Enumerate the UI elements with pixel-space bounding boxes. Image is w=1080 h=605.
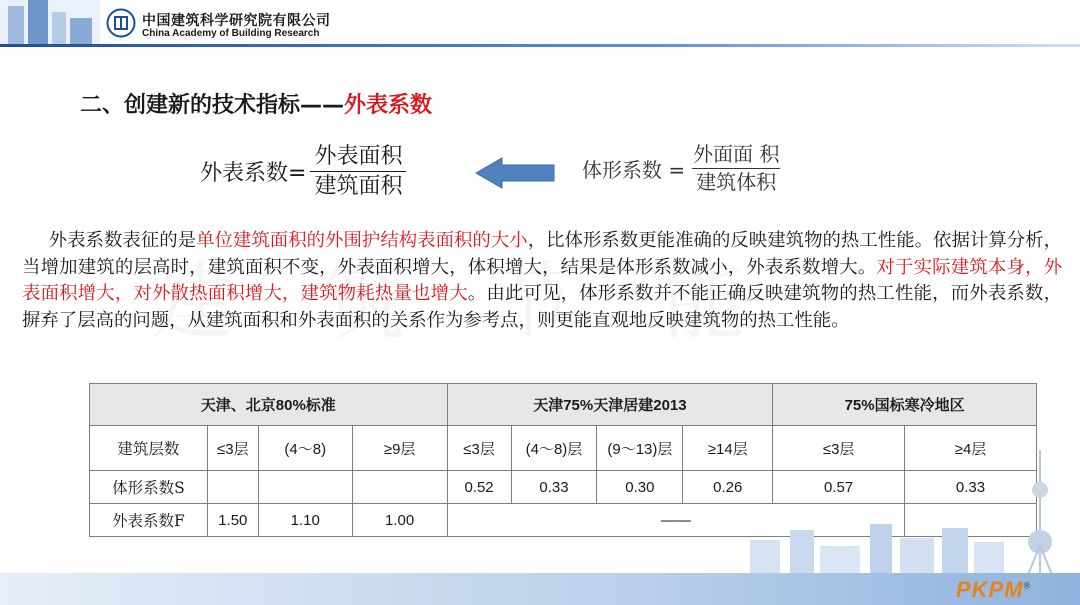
table-cell: (4～8)层 [511,426,597,471]
formula-shape-numerator: 外面面 积 [693,142,780,166]
table-cell: 0.26 [683,471,773,504]
para-sentence-3: 。由此可见，体形系数并不能正确反映建筑物的热工性能，而外表系数，摒弃了层高的问题，从建筑面积和外表面积的关系作为参考点，则更能直观地反映建筑物的热工性能。 [22,283,1062,331]
formula-shape-fraction [689,143,783,194]
formula-shape-label: 体形系数 = [582,158,686,182]
formula-outer-label: 外表系数= [200,161,307,187]
table-group-header: 75%国标寒冷地区 [773,384,1037,426]
table-cell [352,471,447,504]
table-cell-dash: —— [447,504,904,537]
table-group-header-row [90,384,1037,426]
table-cell: 0.30 [597,471,683,504]
title-accent: 外表系数 [344,93,433,118]
table-cell: 0.57 [773,471,905,504]
pkpm-logo [956,577,1031,603]
cabr-logo-icon [106,8,136,38]
table-row-label: 建筑层数 [90,426,208,471]
header-bar [0,0,1080,46]
formula-outer-numerator: 外表面积 [314,144,403,169]
table-cell: ≤3层 [773,426,905,471]
coefficient-table [89,383,1037,537]
skyline-header-graphic [0,0,100,44]
table-cell: (9～13)层 [597,426,683,471]
org-name-en: China Academy of Building Research [142,28,320,39]
para-sentence-1: 外表系数表征的是 [48,230,197,251]
para-highlight-2: 对于实际建筑本身，外表面积增大，对外散热面积增大，建筑物耗热量也增大 [22,256,1062,304]
table-row-label: 体形系数S [90,471,208,504]
table-cell [207,471,258,504]
table-cell: 0.52 [447,471,511,504]
table-row-label: 外表系数F [90,504,208,537]
city-skyline-graphic [600,520,1070,575]
table-group-header: 天津、北京80%标准 [90,384,448,426]
tv-tower-graphic [1010,450,1070,575]
pkpm-registered-mark: ® [1023,580,1032,591]
table-cell: 0.33 [511,471,597,504]
para-highlight-1: 单位建筑面积的外围护结构表面积的大小 [196,230,528,251]
table-cell: 1.00 [352,504,447,537]
table-cell: ≤3层 [207,426,258,471]
left-arrow-icon [474,156,556,190]
footer-band [0,573,1080,605]
formula-shape-denominator: 建筑体积 [692,168,780,194]
slide-title [80,88,432,119]
formula-outer-denominator: 建筑面积 [310,171,406,199]
pkpm-logo-text: PKPM [956,577,1024,602]
table-shape-row [90,471,1037,504]
table-cell: 1.50 [207,504,258,537]
table-floors-row [90,426,1037,471]
table-cell: ≥14层 [683,426,773,471]
table-cell: 0.33 [905,471,1037,504]
formula-shape-coefficient [582,143,783,194]
formula-outer-coefficient [200,144,406,200]
table-cell: 1.10 [258,504,352,537]
table-cell [258,471,352,504]
body-paragraph [22,228,1062,334]
table-cell: (4～8) [258,426,352,471]
table-cell: ≥9层 [352,426,447,471]
para-sentence-2: ，比体形系数更能准确的反映建筑物的热工性能。依据计算分析，当增加建筑的层高时，建筑面积不变，外表面积增大，体积增大，结果是体形系数减小，外表系数增大。 [22,230,1062,278]
table-cell: ≥4层 [905,426,1037,471]
formula-outer-fraction [310,144,406,200]
title-prefix: 二、创建新的技术指标—— [80,93,345,118]
table-cell: ≤3层 [447,426,511,471]
org-name-cn: 中国建筑科学研究院有限公司 [142,13,331,29]
table-group-header: 天津75%天津居建2013 [447,384,773,426]
header-rule [0,44,1080,47]
